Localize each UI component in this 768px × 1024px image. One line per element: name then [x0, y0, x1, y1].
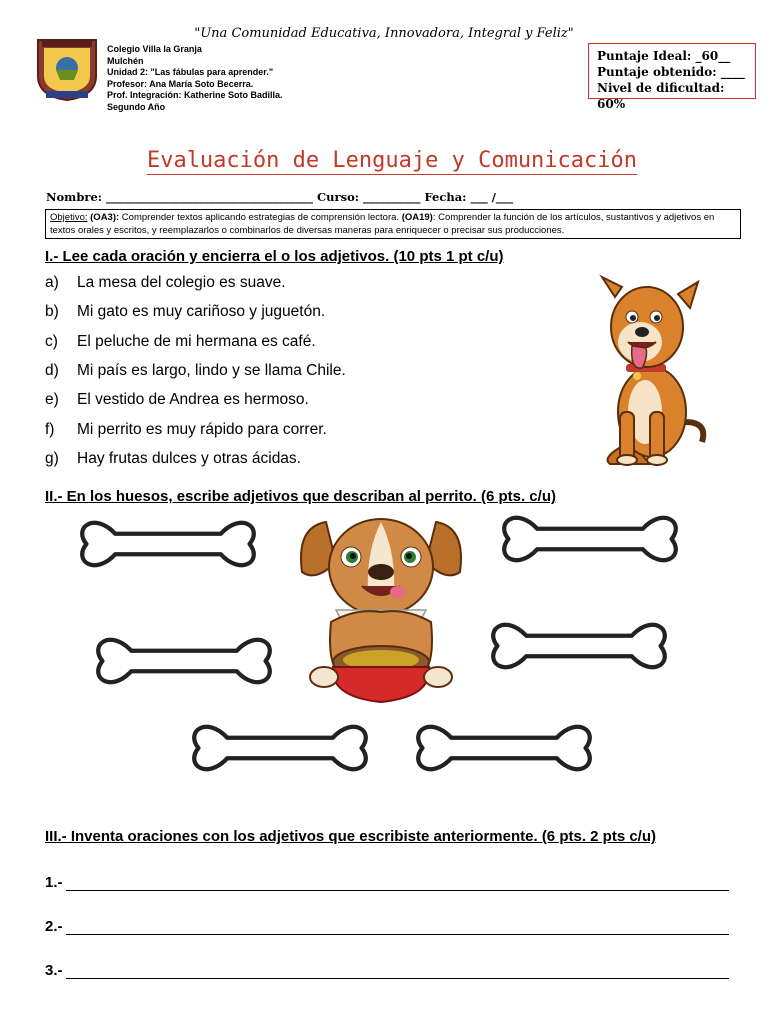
bone-answer-2[interactable]: [490, 505, 690, 573]
writing-line[interactable]: [66, 890, 729, 891]
writing-line[interactable]: [66, 934, 729, 935]
score-box: [588, 43, 756, 111]
name-label: Nombre:: [46, 190, 107, 204]
bone-answer-1[interactable]: [68, 510, 268, 578]
item-letter: b): [45, 303, 59, 320]
item-text[interactable]: El vestido de Andrea es hermoso.: [77, 391, 309, 408]
grade-level: Segundo Año: [107, 101, 166, 112]
page-title: [0, 148, 768, 173]
answer-line-1: [45, 874, 63, 891]
objective-text-2: : Comprender la función de los artículos, sustantivos y adjetivos en textos orales y escritos, y reemplazarlos o combinarlos de diversas maneras para enriquecer o precisar sus producciones.: [50, 212, 715, 236]
section-3-heading: III.- Inventa oraciones con los adjetivos que escribiste anteriormente. (6 pts. 2 pts c/u): [45, 828, 657, 845]
teacher-name: Profesor: Ana María Soto Becerra.: [107, 78, 254, 89]
integration-teacher: Prof. Integración: Katherine Soto Badilla.: [107, 90, 283, 100]
objective-text-1: Comprender textos aplicando estrategias de comprensión lectora.: [119, 212, 402, 223]
bone-answer-5[interactable]: [180, 714, 380, 782]
list-item: [45, 421, 327, 439]
list-item: [45, 450, 301, 468]
list-item: [45, 362, 346, 380]
school-logo-icon: [34, 36, 100, 102]
obtained-score: Puntaje obtenido: ____: [597, 65, 745, 79]
objective-label: Objetivo:: [50, 212, 88, 223]
writing-line[interactable]: [66, 978, 729, 979]
puppy-food-bowl-icon: [296, 512, 466, 712]
course-field[interactable]: __________: [363, 190, 421, 204]
sitting-dog-icon: [590, 272, 710, 467]
date-field[interactable]: ___ /___: [470, 190, 514, 204]
student-info-row: [46, 190, 513, 204]
course-label: Curso:: [317, 190, 363, 204]
item-text[interactable]: Mi perrito es muy rápido para correr.: [77, 421, 327, 438]
name-field[interactable]: ____________________________________: [106, 190, 314, 204]
answer-line-label: 1.-: [45, 874, 63, 891]
objective-code-1: (OA3):: [90, 212, 120, 223]
school-motto: "Una Comunidad Educativa, Innovadora, Integral y Feliz": [194, 26, 574, 41]
item-letter: c): [45, 333, 58, 350]
page-title-text: Evaluación de Lenguaje y Comunicación: [146, 148, 638, 173]
item-text[interactable]: El peluche de mi hermana es café.: [77, 333, 316, 350]
item-letter: e): [45, 391, 59, 408]
list-item: [45, 274, 286, 292]
item-letter: a): [45, 274, 59, 291]
answer-line-2: [45, 918, 63, 935]
section-1-heading: I.- Lee cada oración y encierra el o los adjetivos. (10 pts 1 pt c/u): [45, 248, 504, 265]
bone-answer-3[interactable]: [84, 627, 284, 695]
section-2-heading: II.- En los huesos, escribe adjetivos que describan al perrito. (6 pts. c/u): [45, 488, 556, 505]
item-text[interactable]: Mi país es largo, lindo y se llama Chile.: [77, 362, 346, 379]
ideal-score: Puntaje Ideal: _60__: [597, 49, 731, 63]
school-name: Colegio Villa la Granja: [107, 44, 202, 54]
list-item: [45, 303, 325, 321]
item-text[interactable]: La mesa del colegio es suave.: [77, 274, 286, 291]
answer-line-label: 3.-: [45, 962, 63, 979]
date-label: Fecha:: [424, 190, 471, 204]
objective-box: [45, 209, 741, 239]
answer-line-label: 2.-: [45, 918, 63, 935]
list-item: [45, 333, 316, 351]
item-text[interactable]: Hay frutas dulces y otras ácidas.: [77, 450, 301, 467]
unit-name: Unidad 2: "Las fábulas para aprender.": [107, 67, 274, 77]
item-letter: f): [45, 421, 55, 438]
list-item: [45, 391, 309, 409]
school-info: [107, 44, 283, 113]
answer-line-3: [45, 962, 63, 979]
bone-answer-4[interactable]: [479, 612, 679, 680]
item-letter: d): [45, 362, 59, 379]
item-text[interactable]: Mi gato es muy cariñoso y juguetón.: [77, 303, 326, 320]
objective-code-2: (OA19): [401, 212, 433, 223]
item-letter: g): [45, 450, 59, 467]
bone-answer-6[interactable]: [404, 714, 604, 782]
school-city: Mulchén: [107, 55, 144, 66]
difficulty-level: Nivel de dificultad: 60%: [597, 81, 725, 111]
